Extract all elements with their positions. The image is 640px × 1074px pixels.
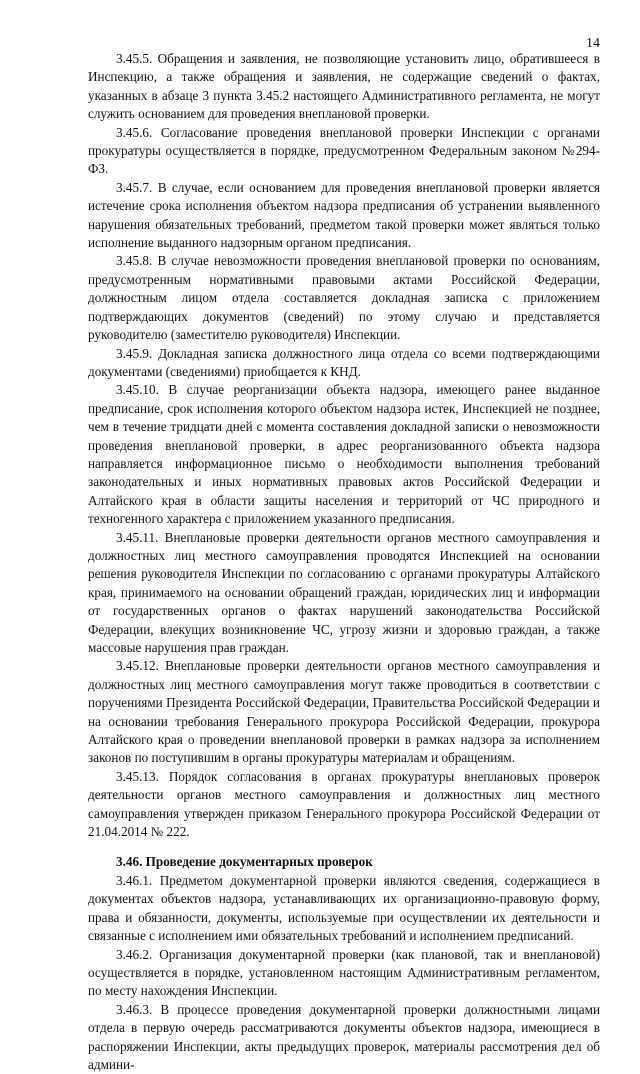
paragraph-3-45-10: 3.45.10. В случае реорганизации объекта надзора, имеющего ранее выданное предписание, срок исполнения которого объектом надзора истек, Инспекцией не позднее, чем в течение тридцати дней с момента составления докладной записки о невозможности проведения внеплановой проверки, в адрес реорганизованного объекта надзора направляется информационное письмо о необходимости выполнения требований законодательных и иных нормативных правовых актов Российской Федерации и Алтайского края в области защиты населения и территорий от ЧС природного и техногенного характера с приложением указанного предписания. [88,382,600,527]
paragraph-3-45-6: 3.45.6. Согласование проведения внеплановой проверки Инспекции с органами прокуратуры осуществляется в порядке, предусмотренном Федеральным законом №294-ФЗ. [88,124,600,177]
page-number: 14 [586,36,600,51]
paragraph-3-45-11: 3.45.11. Внеплановые проверки деятельности органов местного самоуправления и должностных лиц местного самоуправления проводятся Инспекцией на основании решения руководителя Инспекции по согласованию с органами прокуратуры Алтайского края, принимаемого на основании обращений граждан, юридических лиц и информации от государственных органов о фактах нарушений законодательства Российской Федерации, влекущих возникновение ЧС, угрозу жизни и здоровью граждан, а также массовые нарушения прав граждан. [88,529,600,655]
paragraph-3-45-12: 3.45.12. Внеплановые проверки деятельности органов местного самоуправления и должностных лиц местного самоуправления могут также проводиться в соответствии с поручениями Президента Российской Федерации, Правительства Российской Федерации и на основании требования Генерального прокурора Российской Федерации, прокурора Алтайского края о проведении внеплановой проверки в рамках надзора за исполнением законов по поступившим в органы прокуратуры материалам и обращениям. [88,658,600,766]
paragraph-3-45-9: 3.45.9. Докладная записка должностного лица отдела со всеми подтверждающими документами (сведениями) приобщается к КНД. [88,345,600,379]
paragraph-3-45-7: 3.45.7. В случае, если основанием для проведения внеплановой проверки является истечение срока исполнения объектом надзора предписания об устранении выявленного нарушения обязательных требований, предметом такой проверки может являться только исполнение выданного надзорным органом предписания. [88,179,600,251]
section-heading: 3.46. Проведение документарных проверок [116,854,373,870]
paragraph-3-46-1: 3.46.1. Предметом документарной проверки являются сведения, содержащиеся в документах объектов надзора, устанавливающих их организационно-правовую форму, права и обязанности, документы, используемые при осуществлении их деятельности и связанные с исполнением ими обязательных требований и исполнением предписаний. [88,872,600,944]
paragraph-3-46-2: 3.46.2. Организация документарной проверки (как плановой, так и внеплановой) осуществляется в порядке, установленном настоящим Административным регламентом, по месту нахождения Инспекции. [88,946,600,999]
paragraph-3-45-13: 3.45.13. Порядок согласования в органах прокуратуры внеплановых проверок деятельности органов местного самоуправления и должностных лиц местного самоуправления утвержден приказом Генерального прокурора Российской Федерации от 21.04.2014 № 222. [88,768,600,840]
document-body [88,50,600,1074]
paragraph-3-45-8: 3.45.8. В случае невозможности проведения внеплановой проверки по основаниям, предусмотренным нормативными правовыми актами Российской Федерации, должностным лицом отдела составляется докладная записка с приложением подтверждающих документов (сведений) по этому случаю и представляется руководителю (заместителю руководителя) Инспекции. [88,253,600,343]
paragraph-3-45-5: 3.45.5. Обращения и заявления, не позволяющие установить лицо, обратившееся в Инспекцию, а также обращения и заявления, не содержащие сведений о фактах, указанных в абзаце 3 пункта 3.45.2 настоящего Административного регламента, не могут служить основанием для проведения внеплановой проверки. [88,51,600,122]
paragraph-3-46-3: 3.46.3. В процессе проведения документарной проверки должностными лицами отдела в первую очередь рассматриваются документы объектов надзора, имеющиеся в распоряжении Инспекции, акты предыдущих проверок, материалы рассмотрения дел об админи- [88,1001,600,1072]
